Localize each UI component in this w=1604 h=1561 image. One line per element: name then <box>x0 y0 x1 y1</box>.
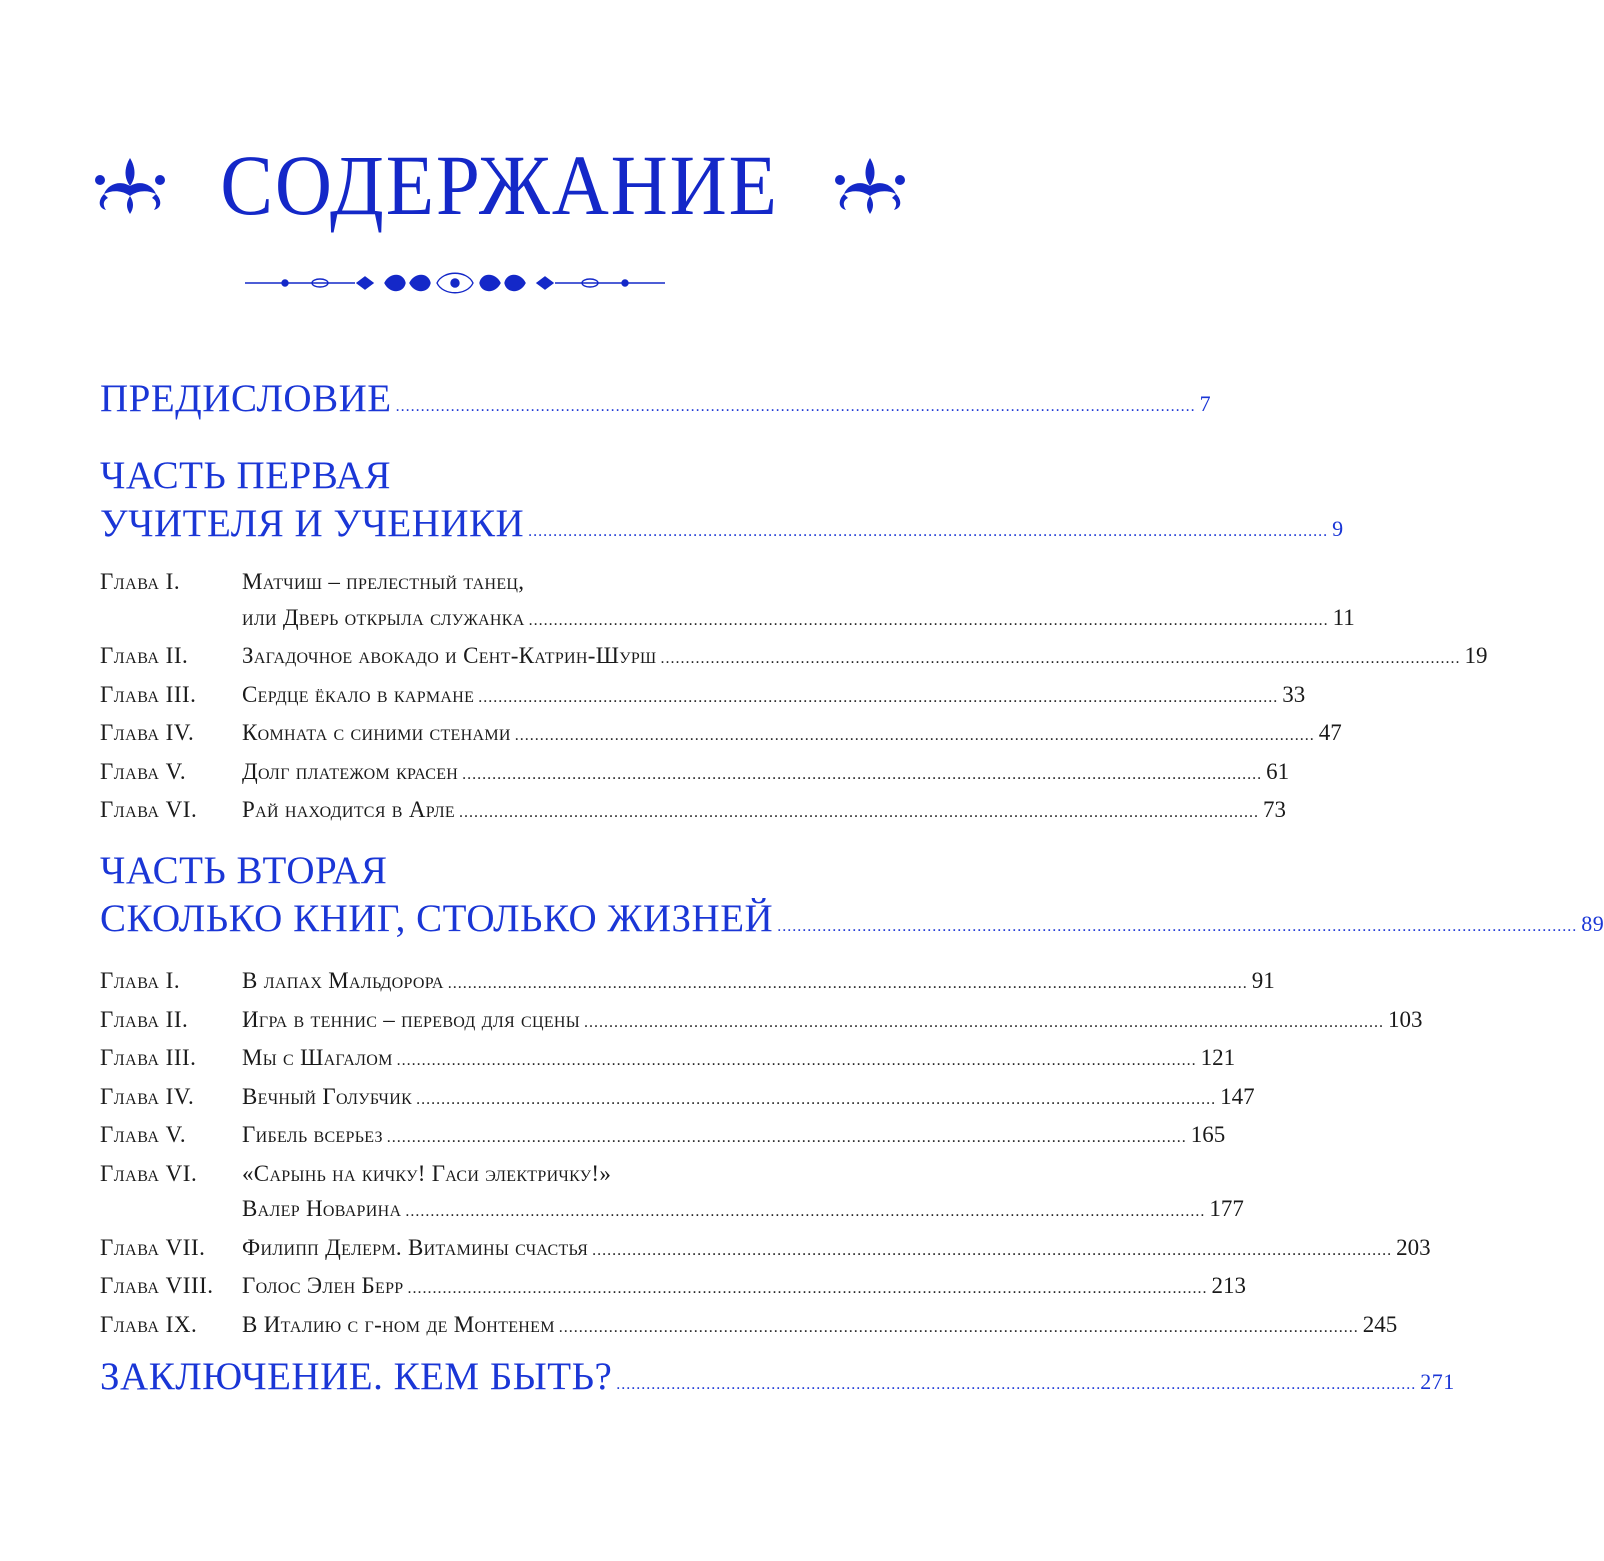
chapter-row[interactable] <box>100 792 1286 831</box>
leader-dots <box>584 1005 1384 1041</box>
chapter-label: Глава III. <box>100 681 197 707</box>
chapter-title-line2: Валер Новарина <box>242 1196 402 1221</box>
chapter-title: В Италию с г-ном де Монтенем <box>242 1311 555 1337</box>
leader-dots <box>459 795 1259 831</box>
leader-dots <box>616 1361 1416 1409</box>
chapter-label: Глава VI. <box>100 1160 198 1186</box>
preface-page: 7 <box>1199 391 1212 416</box>
chapter-title: Гибель всерьез <box>242 1122 383 1147</box>
chapter-row[interactable] <box>100 1230 1431 1269</box>
ornament-divider-icon <box>245 268 665 298</box>
leader-dots <box>462 757 1262 793</box>
chapter-title: Филипп Делерм. Витамины счастья <box>242 1234 589 1260</box>
right-flourish-icon <box>830 150 910 220</box>
chapter-page: 213 <box>1211 1273 1246 1298</box>
leader-dots <box>448 966 1248 1002</box>
chapter-title: Долг платежом красен <box>242 758 459 784</box>
leader-dots <box>396 383 1196 431</box>
part-2-line2: СКОЛЬКО КНИГ, СТОЛЬКО ЖИЗНЕЙ <box>100 897 774 940</box>
chapter-page: 11 <box>1332 604 1355 630</box>
leader-dots <box>397 1043 1197 1079</box>
chapter-title-line1: Матчиш – прелестный танец, <box>242 569 525 594</box>
chapter-row[interactable] <box>100 564 1355 638</box>
leader-dots <box>592 1233 1392 1269</box>
chapter-row[interactable] <box>100 754 1290 793</box>
chapter-label: Глава VI. <box>100 797 198 822</box>
chapter-label: Глава II. <box>100 643 189 668</box>
chapter-page: 177 <box>1209 1196 1244 1221</box>
leader-dots <box>405 1194 1205 1230</box>
chapter-label: Глава VII. <box>100 1234 206 1260</box>
leader-dots <box>528 508 1328 556</box>
part-1-line1: ЧАСТЬ ПЕРВАЯ <box>100 454 391 497</box>
chapter-title: Сердце ёкало в кармане <box>242 681 475 707</box>
chapter-label: Глава II. <box>100 1006 189 1032</box>
chapter-page: 203 <box>1396 1234 1431 1260</box>
page-title: СОДЕРЖАНИЕ <box>220 137 780 233</box>
chapter-title: Загадочное авокадо и Сент-Катрин-Шурш <box>242 643 657 668</box>
chapter-row[interactable] <box>100 1079 1255 1118</box>
toc-part-1[interactable] <box>100 452 1344 556</box>
leader-dots <box>559 1310 1359 1346</box>
chapter-title: Голос Элен Берр <box>242 1273 404 1298</box>
chapter-page: 165 <box>1190 1122 1226 1147</box>
chapter-label: Глава IV. <box>100 1083 195 1109</box>
chapter-page: 19 <box>1464 643 1488 668</box>
chapter-row[interactable] <box>100 1268 1246 1307</box>
chapter-page: 47 <box>1318 720 1342 745</box>
toc-part-2[interactable] <box>100 847 1604 951</box>
chapter-label: Глава VIII. <box>100 1273 214 1298</box>
chapter-label: Глава I. <box>100 968 181 993</box>
chapter-label: Глава V. <box>100 1122 187 1147</box>
chapter-label: Глава IV. <box>100 720 195 745</box>
chapter-title: Комната с синими стенами <box>242 720 511 745</box>
part-2-line1: ЧАСТЬ ВТОРАЯ <box>100 849 388 892</box>
chapter-page: 91 <box>1251 968 1275 993</box>
chapter-label: Глава III. <box>100 1045 197 1070</box>
chapter-title-line1: «Сарынь на кичку! Гаси электричку!» <box>242 1160 612 1186</box>
conclusion-title: ЗАКЛЮЧЕНИЕ. КЕМ БЫТЬ? <box>100 1355 613 1398</box>
chapter-title: Мы с Шагалом <box>242 1045 393 1070</box>
leader-dots <box>416 1082 1216 1118</box>
chapter-row[interactable] <box>100 1156 1244 1230</box>
chapter-title: В лапах Мальдорора <box>242 968 444 993</box>
chapter-page: 103 <box>1388 1006 1423 1032</box>
chapter-label: Глава V. <box>100 758 187 784</box>
chapter-row[interactable] <box>100 677 1306 716</box>
toc-conclusion[interactable] <box>100 1353 1455 1409</box>
preface-title: ПРЕДИСЛОВИЕ <box>100 377 392 420</box>
toc-preface[interactable] <box>100 375 1212 431</box>
leader-dots <box>660 641 1460 677</box>
chapter-row[interactable] <box>100 638 1488 677</box>
left-flourish-icon <box>90 150 170 220</box>
title-row <box>60 130 940 240</box>
chapter-page: 33 <box>1282 681 1306 707</box>
part-1-line2: УЧИТЕЛЯ И УЧЕНИКИ <box>100 502 525 545</box>
chapter-page: 147 <box>1220 1083 1255 1109</box>
chapter-title-line2: или Дверь открыла служанка <box>242 604 525 630</box>
leader-dots <box>387 1120 1187 1156</box>
chapter-row[interactable] <box>100 1040 1236 1079</box>
leader-dots <box>478 680 1278 716</box>
chapter-page: 61 <box>1266 758 1290 784</box>
chapter-title: Вечный Голубчик <box>242 1083 413 1109</box>
leader-dots <box>529 603 1329 639</box>
chapter-label: Глава IX. <box>100 1311 198 1337</box>
chapter-row[interactable] <box>100 715 1342 754</box>
part-2-chapter-list <box>100 963 1431 1345</box>
chapter-page: 73 <box>1262 797 1286 822</box>
chapter-row[interactable] <box>100 1002 1423 1041</box>
conclusion-page: 271 <box>1420 1369 1455 1394</box>
chapter-row[interactable] <box>100 1117 1226 1156</box>
part-1-chapter-list <box>100 564 1488 831</box>
chapter-page: 245 <box>1362 1311 1398 1337</box>
chapter-label: Глава I. <box>100 569 181 594</box>
leader-dots <box>407 1271 1207 1307</box>
chapter-row[interactable] <box>100 963 1275 1002</box>
part-1-page: 9 <box>1332 516 1344 541</box>
part-2-page: 89 <box>1581 911 1604 936</box>
chapter-row[interactable] <box>100 1307 1398 1346</box>
chapter-page: 121 <box>1200 1045 1236 1070</box>
chapter-title: Игра в теннис – перевод для сцены <box>242 1006 581 1032</box>
leader-dots <box>777 903 1577 951</box>
leader-dots <box>515 718 1315 754</box>
chapter-title: Рай находится в Арле <box>242 797 455 822</box>
